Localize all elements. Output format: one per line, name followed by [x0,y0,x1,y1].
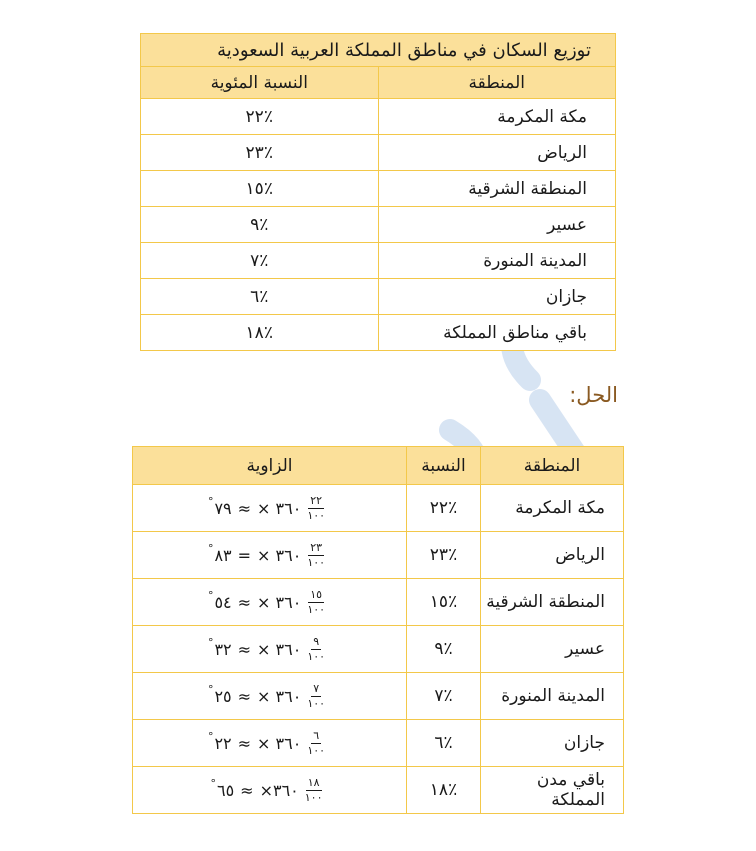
relation-sign: ≈ [237,686,252,706]
fraction-denominator: ١٠٠ [304,790,323,804]
table-row [141,171,616,207]
percent-header: النسبة المئوية [141,67,379,99]
angle-result: ٢٥ [214,686,232,706]
fraction-numerator: ٢٣ [310,540,323,554]
percent-cell: ٪٦ [141,279,379,315]
table-row [133,485,624,532]
angle-cell [133,532,407,579]
angle-expression [210,777,328,803]
angle-cell [133,626,407,673]
degree-sign: ° [207,729,214,743]
degree-sign: ° [210,776,216,790]
solution-label: الحل: [569,383,618,407]
region-cell: المدينة المنورة [378,243,616,279]
angle-expression [208,542,331,568]
angle-cell [133,485,407,532]
table-row [141,279,616,315]
angle-result: ٧٩ [214,498,232,518]
fraction [305,495,327,521]
relation-sign: ≈ [237,733,252,753]
fraction-denominator: ١٠٠ [307,649,326,663]
ratio-cell: ٪٢٣ [407,532,481,579]
percent-cell: ٪٢٢ [141,99,379,135]
population-distribution-table [140,33,616,351]
ratio-cell: ٪٧ [407,673,481,720]
relation-sign: ≈ [237,592,252,612]
fraction-numerator: ٧ [313,681,320,695]
fraction-denominator: ١٠٠ [307,743,326,757]
angle-solution-table [132,446,624,814]
ratio-header: النسبة [407,447,481,485]
percent-cell: ٪٩ [141,207,379,243]
fraction-numerator: ٦ [313,728,320,742]
angle-result: ٣٢ [214,639,232,659]
angle-expression [208,495,331,521]
percent-cell: ٪٢٣ [141,135,379,171]
angle-header: الزاوية [133,447,407,485]
region-cell: جازان [481,720,624,767]
region-header: المنطقة [481,447,624,485]
percent-cell: ٪١٥ [141,171,379,207]
region-cell: المنطقة الشرقية [481,579,624,626]
region-cell: الرياض [378,135,616,171]
angle-result: ٥٤ [214,592,232,612]
angle-result: ٨٣ [214,545,232,565]
table-row [141,99,616,135]
region-cell: باقي مناطق المملكة [378,315,616,351]
angle-cell [133,720,407,767]
table-row [133,579,624,626]
times-360: × ٣٦٠ [257,498,302,518]
table-row [133,626,624,673]
region-cell: جازان [378,279,616,315]
region-cell: مكة المكرمة [481,485,624,532]
angle-cell [133,673,407,720]
times-360: × ٣٦٠ [257,639,302,659]
table-row [141,207,616,243]
angle-result: ٦٥ [216,780,235,800]
angle-cell [133,579,407,626]
times-360: × ٣٦٠ [257,686,302,706]
table-row [141,243,616,279]
region-cell: المدينة المنورة [481,673,624,720]
table-row [133,673,624,720]
degree-sign: ° [207,588,214,602]
fraction-denominator: ١٠٠ [307,555,326,569]
fraction [305,589,327,615]
fraction-numerator: ٢٢ [310,493,323,507]
fraction [303,777,325,803]
fraction-denominator: ١٠٠ [307,696,326,710]
degree-sign: ° [207,635,214,649]
table-row [141,315,616,351]
angle-result: ٢٢ [214,733,232,753]
times-360: ×٣٦٠ [259,780,299,800]
table-title: توزيع السكان في مناطق المملكة العربية السعودية [141,34,616,67]
table-row [133,767,624,814]
ratio-cell: ٪٩ [407,626,481,673]
ratio-cell: ٪١٥ [407,579,481,626]
fraction-numerator: ١٥ [310,587,323,601]
fraction [305,636,327,662]
degree-sign: ° [207,494,214,508]
region-header: المنطقة [378,67,616,99]
times-360: × ٣٦٠ [257,733,302,753]
relation-sign: ≈ [240,780,254,800]
fraction-numerator: ١٨ [307,775,320,789]
fraction [305,542,327,568]
angle-expression [208,589,331,615]
table-row [133,720,624,767]
relation-sign: ≈ [237,498,252,518]
angle-expression [208,636,331,662]
region-cell: عسير [378,207,616,243]
ratio-cell: ٪١٨ [407,767,481,814]
region-cell: عسير [481,626,624,673]
angle-expression [208,683,331,709]
angle-expression [208,730,331,756]
angle-cell [133,767,407,814]
region-cell: باقي مدن المملكة [481,767,624,814]
ratio-cell: ٪٦ [407,720,481,767]
fraction-numerator: ٩ [313,634,320,648]
relation-sign: ≈ [237,639,252,659]
percent-cell: ٪١٨ [141,315,379,351]
region-cell: المنطقة الشرقية [378,171,616,207]
table-row [133,532,624,579]
fraction [305,683,327,709]
degree-sign: ° [207,541,214,555]
degree-sign: ° [207,682,214,696]
fraction-denominator: ١٠٠ [307,508,326,522]
fraction-denominator: ١٠٠ [307,602,326,616]
ratio-cell: ٪٢٢ [407,485,481,532]
relation-sign: = [237,545,252,565]
table-row [141,135,616,171]
percent-cell: ٪٧ [141,243,379,279]
times-360: × ٣٦٠ [257,592,302,612]
times-360: × ٣٦٠ [257,545,302,565]
region-cell: مكة المكرمة [378,99,616,135]
region-cell: الرياض [481,532,624,579]
fraction [305,730,327,756]
